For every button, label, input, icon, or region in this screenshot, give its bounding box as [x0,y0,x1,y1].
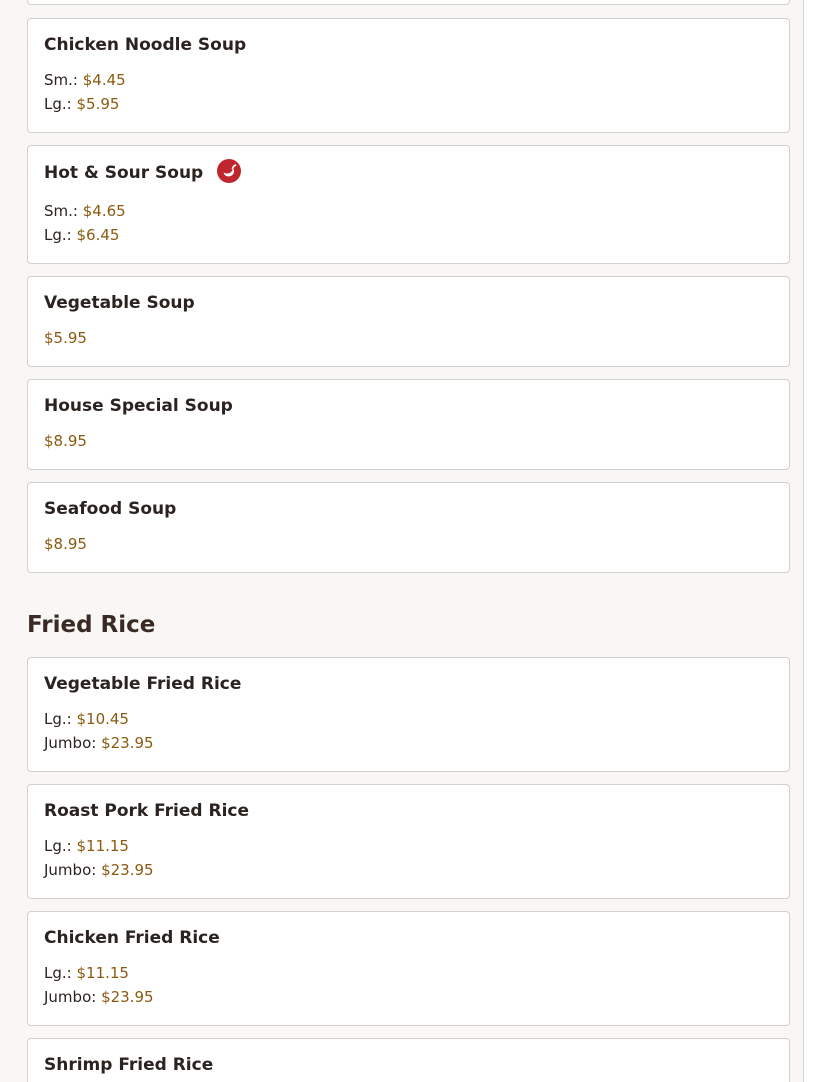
price-value: $10.45 [76,710,129,728]
size-label: Jumbo: [44,734,97,752]
price-value: $11.15 [76,837,129,855]
item-name: House Special Soup [44,396,233,416]
price-value: $4.65 [82,202,126,220]
price-option [44,226,119,244]
item-name: Roast Pork Fried Rice [44,801,250,821]
price-value: $4.45 [82,71,126,89]
chili-pepper-icon [217,159,241,183]
size-label: Sm.: [44,71,78,89]
menu-item-card[interactable] [27,1038,790,1082]
menu-item-card-partial[interactable] [27,0,790,5]
price-value: $5.95 [76,95,120,113]
price-option [44,71,126,89]
size-label: Lg.: [44,710,72,728]
item-name: Chicken Fried Rice [44,928,220,948]
size-label: Lg.: [44,964,72,982]
price-option [44,988,154,1006]
price-option [44,964,129,982]
price-option [44,432,87,450]
menu-item-card[interactable] [27,145,790,264]
size-label: Jumbo: [44,861,97,879]
price-option [44,861,154,879]
price-option [44,837,129,855]
price-value: $8.95 [44,432,87,450]
size-label: Lg.: [44,226,72,244]
price-option [44,95,119,113]
price-value: $8.95 [44,535,87,553]
item-name: Shrimp Fried Rice [44,1055,214,1075]
price-value: $23.95 [101,988,154,1006]
menu-item-card[interactable] [27,482,790,573]
menu-item-card[interactable] [27,379,790,470]
price-option [44,710,129,728]
menu-item-card[interactable] [27,657,790,772]
menu-item-card[interactable] [27,911,790,1026]
price-option [44,202,126,220]
menu-item-card[interactable] [27,784,790,899]
section-title: Fried Rice [27,612,156,638]
price-value: $11.15 [76,964,129,982]
price-value: $23.95 [101,861,154,879]
price-value: $6.45 [76,226,120,244]
item-name: Vegetable Soup [44,293,195,313]
price-option [44,734,154,752]
size-label: Jumbo: [44,988,97,1006]
item-name: Chicken Noodle Soup [44,35,247,55]
item-name-row [44,161,241,185]
menu-item-card[interactable] [27,276,790,367]
size-label: Sm.: [44,202,78,220]
menu-item-card[interactable] [27,18,790,133]
price-value: $5.95 [44,329,87,347]
item-name: Seafood Soup [44,499,177,519]
price-option [44,329,87,347]
price-value: $23.95 [101,734,154,752]
item-name: Hot & Sour Soup [44,163,204,183]
price-option [44,535,87,553]
size-label: Lg.: [44,837,72,855]
size-label: Lg.: [44,95,72,113]
item-name: Vegetable Fried Rice [44,674,242,694]
